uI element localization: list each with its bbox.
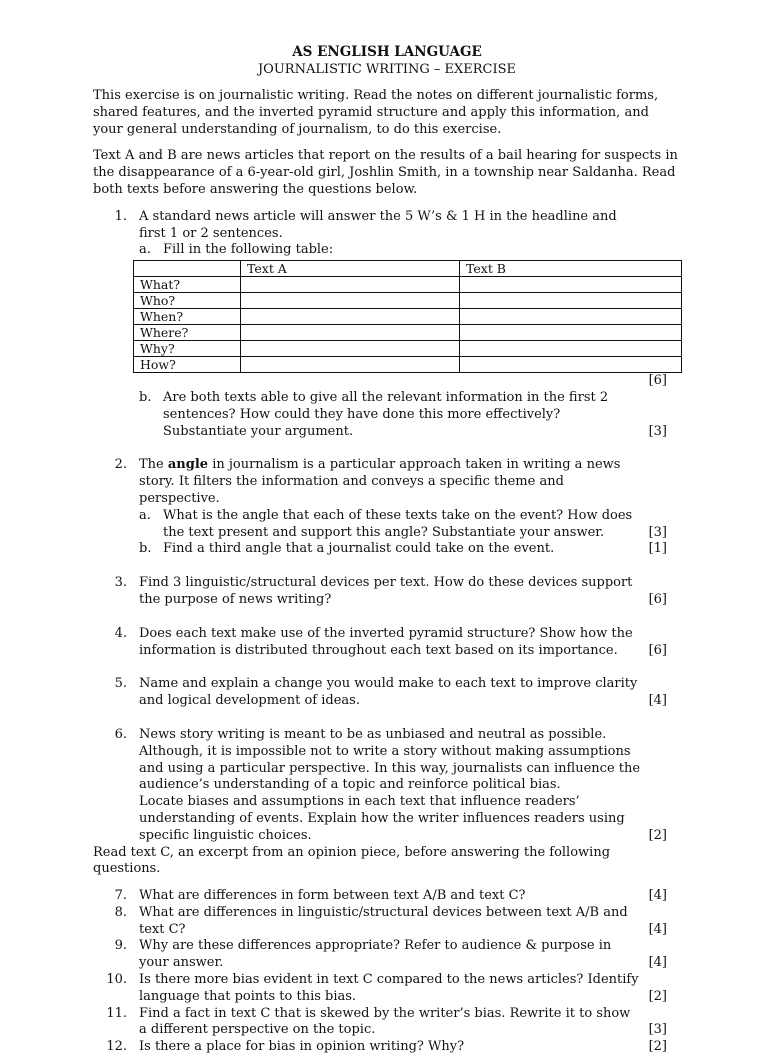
- text-c-intro: Read text C, an excerpt from an opinion piece, before answering the following questions.: [93, 844, 611, 877]
- marks: [2]: [648, 1039, 667, 1055]
- row-label: How?: [134, 357, 241, 373]
- question-9: [93, 938, 681, 972]
- table-header-cell: Text A: [241, 261, 460, 277]
- question-text: News story writing is meant to be as unbiased and neutral as possible. Although, it is impossible not to write a story without making assumptions and using a particular perspective. In this way, journalists can influence the audience’s understanding of a topic and reinforce political bias.: [139, 726, 641, 793]
- question-text-continued: Locate biases and assumptions in each text that influence readers’ understanding of events. Explain how the writer influences readers using specific linguistic choices.: [139, 794, 625, 843]
- question-text: Does each text make use of the inverted pyramid structure? Show how the information is distributed throughout each text based on its importance.: [139, 625, 633, 658]
- question-2b: [139, 541, 681, 558]
- marks: [3]: [648, 423, 667, 439]
- question-number: 2.: [114, 457, 127, 473]
- answer-cell[interactable]: [460, 325, 682, 341]
- marks: [1]: [648, 541, 667, 557]
- question-number: 12.: [106, 1039, 127, 1055]
- question-number: 3.: [114, 575, 127, 591]
- question-number: 11.: [106, 1005, 127, 1021]
- row-label: When?: [134, 309, 241, 325]
- question-text: What are differences in linguistic/structural devices between text A/B and text C?: [139, 904, 628, 937]
- question-number: 5.: [114, 676, 127, 692]
- table-header-cell: [134, 261, 241, 277]
- question-1: [93, 209, 681, 259]
- intro-paragraph-2: Text A and B are news articles that report on the results of a bail hearing for suspects in the disappearance of a 6-year-old girl, Joshlin Smith, in a township near Saldanha. Read both texts before answering the questions below.: [93, 148, 678, 197]
- question-text: Why are these differences appropriate? Refer to audience & purpose in your answer.: [139, 938, 612, 971]
- question-number: 8.: [114, 904, 127, 920]
- question-3: [93, 575, 681, 609]
- question-number: 9.: [114, 938, 127, 954]
- table-row: [134, 309, 682, 325]
- question-2: [93, 457, 681, 558]
- marks: [2]: [648, 988, 667, 1004]
- question-text: Name and explain a change you would make to each text to improve clarity and logical development of ideas.: [139, 676, 638, 709]
- row-label: Why?: [134, 341, 241, 357]
- page-subtitle: JOURNALISTIC WRITING – EXERCISE: [257, 62, 517, 77]
- five-ws-table: [133, 260, 682, 373]
- question-number: 1.: [114, 208, 127, 224]
- question-11: [93, 1006, 681, 1040]
- table-wrapper: [93, 260, 681, 373]
- marks: [6]: [648, 591, 667, 607]
- row-label: Who?: [134, 293, 241, 309]
- question-2a: [139, 508, 681, 542]
- question-text: Is there a place for bias in opinion writing? Why?: [139, 1039, 465, 1055]
- question-5: [93, 676, 681, 710]
- question-text: Is there more bias evident in text C compared to the news articles? Identify language that points to this bias.: [139, 972, 639, 1004]
- question-12: [93, 1039, 681, 1056]
- question-text: A standard news article will answer the 5 W’s & 1 H in the headline and first 1 or 2 sentences.: [139, 208, 617, 241]
- question-text: Find a fact in text C that is skewed by the writer’s bias. Rewrite it to show a different perspective on the topic.: [139, 1005, 631, 1038]
- answer-cell[interactable]: [460, 341, 682, 357]
- intro-paragraph-1: This exercise is on journalistic writing. Read the notes on different journalistic forms, shared features, and the inverted pyramid structure and apply this information, and your general understanding of journalism, to do this exercise.: [93, 88, 659, 137]
- question-10: [93, 972, 681, 1006]
- bold-term: angle: [167, 457, 209, 473]
- sub-text: Are both texts able to give all the relevant information in the first 2 sentences? How could they have done this more effectively? Substantiate your argument.: [163, 389, 609, 439]
- table-marks: [6]: [648, 373, 667, 389]
- worksheet-page: [93, 44, 681, 1056]
- question-number: 6.: [114, 726, 127, 742]
- marks: [2]: [648, 827, 667, 843]
- table-row: [134, 293, 682, 309]
- question-6: [93, 727, 681, 845]
- answer-cell[interactable]: [241, 325, 460, 341]
- marks: [3]: [648, 1022, 667, 1038]
- sub-text: Fill in the following table:: [163, 242, 334, 258]
- answer-cell[interactable]: [460, 309, 682, 325]
- marks: [4]: [648, 921, 667, 937]
- page-title: AS ENGLISH LANGUAGE: [292, 44, 482, 60]
- answer-cell[interactable]: [241, 357, 460, 373]
- question-text: What are differences in form between text A/B and text C?: [139, 888, 526, 904]
- question-1b-wrapper: [93, 390, 681, 440]
- text-span: in journalism is a particular approach taken in writing a news story. It filters the information and conveys a specific theme and perspective.: [139, 457, 621, 506]
- table-header-cell: Text B: [460, 261, 682, 277]
- row-label: What?: [134, 277, 241, 293]
- table-row: [134, 341, 682, 357]
- marks: [4]: [648, 693, 667, 709]
- answer-cell[interactable]: [241, 277, 460, 293]
- answer-cell[interactable]: [460, 293, 682, 309]
- sub-text: Find a third angle that a journalist could take on the event.: [163, 541, 555, 557]
- marks: [3]: [648, 524, 667, 540]
- sub-letter: b.: [139, 389, 152, 405]
- sub-text: What is the angle that each of these texts take on the event? How does the text present and support this angle? Substantiate your answer.: [163, 507, 633, 540]
- marks: [4]: [648, 955, 667, 971]
- answer-cell[interactable]: [460, 357, 682, 373]
- row-label: Where?: [134, 325, 241, 341]
- question-number: 7.: [114, 888, 127, 904]
- table-header-row: [134, 261, 682, 277]
- question-1a: [139, 242, 681, 259]
- table-row: [134, 277, 682, 293]
- marks: [6]: [648, 642, 667, 658]
- question-7: [93, 888, 681, 905]
- marks: [4]: [648, 888, 667, 904]
- question-1b: [139, 390, 681, 440]
- answer-cell[interactable]: [460, 277, 682, 293]
- sub-letter: b.: [139, 541, 152, 557]
- sub-letter: a.: [139, 242, 151, 258]
- question-number: 10.: [106, 972, 127, 988]
- table-row: [134, 357, 682, 373]
- question-number: 4.: [114, 625, 127, 641]
- table-row: [134, 325, 682, 341]
- answer-cell[interactable]: [241, 293, 460, 309]
- text-span: The: [139, 457, 168, 473]
- question-8: [93, 905, 681, 939]
- sub-letter: a.: [139, 507, 151, 523]
- question-text: Find 3 linguistic/structural devices per text. How do these devices support the purpose of news writing?: [139, 575, 633, 607]
- question-4: [93, 626, 681, 660]
- question-text: [139, 457, 681, 507]
- answer-cell[interactable]: [241, 309, 460, 325]
- answer-cell[interactable]: [241, 341, 460, 357]
